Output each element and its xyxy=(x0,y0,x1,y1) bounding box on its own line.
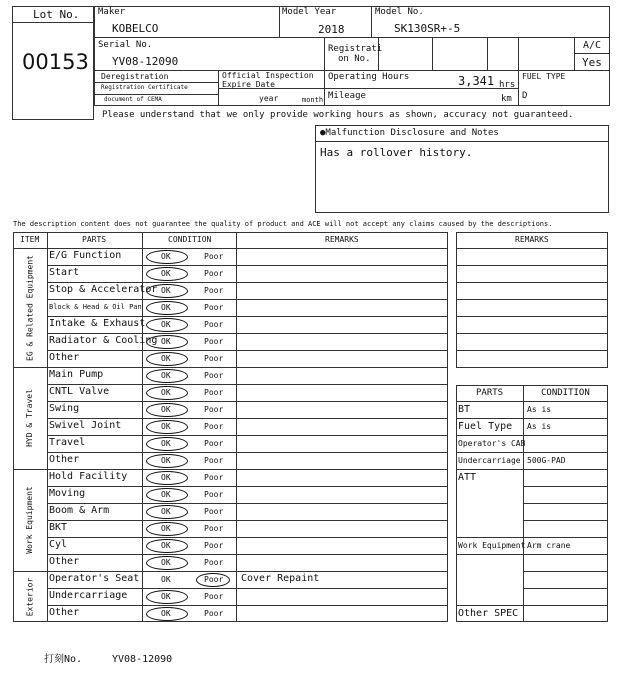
part-name: Boom & Arm xyxy=(49,505,110,516)
ok-option[interactable]: OK xyxy=(161,286,171,295)
selected-condition-mark xyxy=(146,471,188,485)
stamp-label: 打刻No. xyxy=(44,654,83,665)
col-remarks-header: REMARKS xyxy=(325,235,359,244)
poor-option[interactable]: Poor xyxy=(204,337,224,346)
spec-part: Fuel Type xyxy=(458,421,513,432)
ok-option[interactable]: OK xyxy=(161,337,171,346)
serial-label: Serial No. xyxy=(98,40,153,50)
group-label: Exterior xyxy=(25,577,34,616)
ok-option[interactable]: OK xyxy=(161,422,171,431)
selected-condition-mark xyxy=(146,420,188,434)
spec-col-condition: CONDITION xyxy=(541,388,590,398)
selected-condition-mark xyxy=(146,556,188,570)
poor-option[interactable]: Poor xyxy=(204,371,224,380)
selected-condition-mark xyxy=(146,301,188,315)
month-label: month xyxy=(302,96,324,104)
ok-option[interactable]: OK xyxy=(161,320,171,329)
selected-condition-mark xyxy=(146,403,188,417)
poor-option[interactable]: Poor xyxy=(204,320,224,329)
hours-notice: Please understand that we only provide working hours as shown, accuracy not guaranteed. xyxy=(102,110,574,120)
ok-option[interactable]: OK xyxy=(161,507,171,516)
part-name: Block & Head & Oil Pan xyxy=(49,303,142,311)
ok-option[interactable]: OK xyxy=(161,269,171,278)
spec-part: Work Equipment xyxy=(458,541,526,550)
selected-condition-mark xyxy=(146,369,188,383)
part-name: Start xyxy=(49,267,80,278)
poor-option[interactable]: Poor xyxy=(204,456,224,465)
poor-option[interactable]: Poor xyxy=(204,558,224,567)
col-condition-header: CONDITION xyxy=(168,235,212,244)
selected-condition-mark xyxy=(146,250,188,264)
model-no-label: Model No. xyxy=(375,7,424,17)
ok-option[interactable]: OK xyxy=(161,388,171,397)
poor-option[interactable]: Poor xyxy=(204,252,224,261)
selected-condition-mark xyxy=(146,267,188,281)
col-parts-header: PARTS xyxy=(82,235,107,244)
part-name: Swing xyxy=(49,403,80,414)
ok-option[interactable]: OK xyxy=(161,252,171,261)
part-name: Radiator & Cooling xyxy=(49,335,158,346)
ok-option[interactable]: OK xyxy=(161,490,171,499)
poor-option[interactable]: Poor xyxy=(204,303,224,312)
selected-condition-mark xyxy=(196,573,230,587)
poor-option[interactable]: Poor xyxy=(204,541,224,550)
spec-part: Undercarriage xyxy=(458,456,521,465)
malfunction-box xyxy=(315,125,609,213)
part-name: Stop & Accelerator xyxy=(49,284,158,295)
selected-condition-mark xyxy=(146,522,188,536)
poor-option[interactable]: Poor xyxy=(204,286,224,295)
col-item-header: ITEM xyxy=(20,235,40,244)
poor-option[interactable]: Poor xyxy=(204,473,224,482)
poor-option[interactable]: Poor xyxy=(204,609,224,618)
ok-option[interactable]: OK xyxy=(161,473,171,482)
registration-label-1: Registrati xyxy=(328,44,383,54)
poor-option[interactable]: Poor xyxy=(204,592,224,601)
model-no-value: SK130SR+-5 xyxy=(394,22,461,35)
ok-option[interactable]: OK xyxy=(161,439,171,448)
mileage-label: Mileage xyxy=(328,91,366,101)
ac-label: A/C xyxy=(583,40,602,51)
doc-cema-label: document of CEMA xyxy=(104,96,162,103)
selected-condition-mark xyxy=(146,590,188,604)
right-remarks-header: REMARKS xyxy=(515,235,549,244)
maker-value: KOBELCO xyxy=(112,22,159,35)
fuel-type-label: FUEL TYPE xyxy=(522,72,566,81)
ok-option[interactable]: OK xyxy=(161,609,171,618)
selected-condition-mark xyxy=(146,284,188,298)
poor-option[interactable]: Poor xyxy=(204,439,224,448)
spec-part: BT xyxy=(458,404,471,415)
maker-label: Maker xyxy=(98,7,126,17)
serial-value: YV08-12090 xyxy=(112,55,179,68)
group-label: Work Equipment xyxy=(25,486,34,554)
year-label: year xyxy=(259,94,279,103)
group-label: EG & Related Equipment xyxy=(25,254,34,361)
remark-text: Cover Repaint xyxy=(241,573,320,584)
selected-condition-mark xyxy=(146,454,188,468)
part-name: Other xyxy=(49,454,80,465)
part-name: Hold Facility xyxy=(49,471,128,482)
ok-option[interactable]: OK xyxy=(161,558,171,567)
malfunction-text: Has a rollover history. xyxy=(320,146,473,159)
ok-option[interactable]: OK xyxy=(161,541,171,550)
part-name: BKT xyxy=(49,522,68,533)
spec-part: Other SPEC xyxy=(458,608,519,619)
spec-condition: As is xyxy=(527,422,552,431)
poor-option[interactable]: Poor xyxy=(204,575,224,584)
ok-option[interactable]: OK xyxy=(161,524,171,533)
poor-option[interactable]: Poor xyxy=(204,507,224,516)
part-name: Other xyxy=(49,556,80,567)
ok-option[interactable]: OK xyxy=(161,575,171,584)
selected-condition-mark xyxy=(146,352,188,366)
poor-option[interactable]: Poor xyxy=(204,422,224,431)
lot-number: 00153 xyxy=(22,50,89,74)
fuel-type-value: D xyxy=(522,91,528,101)
reg-cert-label: Registration Certificate xyxy=(101,84,188,91)
lot-label: Lot No. xyxy=(33,8,80,21)
ac-value: Yes xyxy=(582,56,602,69)
stamp-value: YV08-12090 xyxy=(112,654,173,665)
selected-condition-mark xyxy=(146,386,188,400)
malfunction-title: ●Malfunction Disclosure and Notes xyxy=(320,128,499,138)
selected-condition-mark xyxy=(146,607,188,621)
part-name: CNTL Valve xyxy=(49,386,110,397)
ok-option[interactable]: OK xyxy=(161,592,171,601)
poor-option[interactable]: Poor xyxy=(204,524,224,533)
spec-part: ATT xyxy=(458,472,477,483)
part-name: Operator's Seat xyxy=(49,573,140,584)
operating-hours-label: Operating Hours xyxy=(328,72,410,82)
ok-option[interactable]: OK xyxy=(161,303,171,312)
spec-col-parts: PARTS xyxy=(476,388,504,398)
group-label: HYD & Travel xyxy=(25,389,34,447)
ok-option[interactable]: OK xyxy=(161,405,171,414)
hrs-unit: hrs xyxy=(499,80,516,90)
part-name: Main Pump xyxy=(49,369,104,380)
model-year-label: Model Year xyxy=(282,7,337,17)
spec-condition: 500G-PAD xyxy=(527,456,566,465)
selected-condition-mark xyxy=(146,539,188,553)
part-name: Other xyxy=(49,352,80,363)
part-name: Moving xyxy=(49,488,86,499)
poor-option[interactable]: Poor xyxy=(204,354,224,363)
poor-option[interactable]: Poor xyxy=(204,490,224,499)
part-name: Undercarriage xyxy=(49,590,128,601)
part-name: Swivel Joint xyxy=(49,420,122,431)
dereg-label: Deregistration xyxy=(101,72,169,81)
operating-hours-value: 3,341 xyxy=(458,74,495,88)
part-name: E/G Function xyxy=(49,250,122,261)
ok-option[interactable]: OK xyxy=(161,354,171,363)
part-name: Other xyxy=(49,607,80,618)
model-year-value: 2018 xyxy=(318,23,345,36)
poor-option[interactable]: Poor xyxy=(204,405,224,414)
spec-part: Operator's CAB xyxy=(458,439,526,448)
poor-option[interactable]: Poor xyxy=(204,388,224,397)
selected-condition-mark xyxy=(146,505,188,519)
km-unit: km xyxy=(501,94,512,104)
inspection-label-1: Official Inspection xyxy=(222,71,314,80)
selected-condition-mark xyxy=(146,488,188,502)
disclaimer: The description content does not guarantee the quality of product and ACE will not accept any claims caused by the descriptions. xyxy=(13,220,553,228)
inspection-label-2: Expire Date xyxy=(222,80,275,89)
ok-option[interactable]: OK xyxy=(161,371,171,380)
selected-condition-mark xyxy=(146,437,188,451)
selected-condition-mark xyxy=(146,318,188,332)
ok-option[interactable]: OK xyxy=(161,456,171,465)
part-name: Intake & Exhaust xyxy=(49,318,146,329)
part-name: Travel xyxy=(49,437,86,448)
part-name: Cyl xyxy=(49,539,68,550)
poor-option[interactable]: Poor xyxy=(204,269,224,278)
registration-label-2: on No. xyxy=(338,54,371,64)
remarks-box xyxy=(456,232,608,368)
spec-condition: As is xyxy=(527,405,552,414)
spec-condition: Arm crane xyxy=(527,541,571,550)
selected-condition-mark xyxy=(146,335,188,349)
